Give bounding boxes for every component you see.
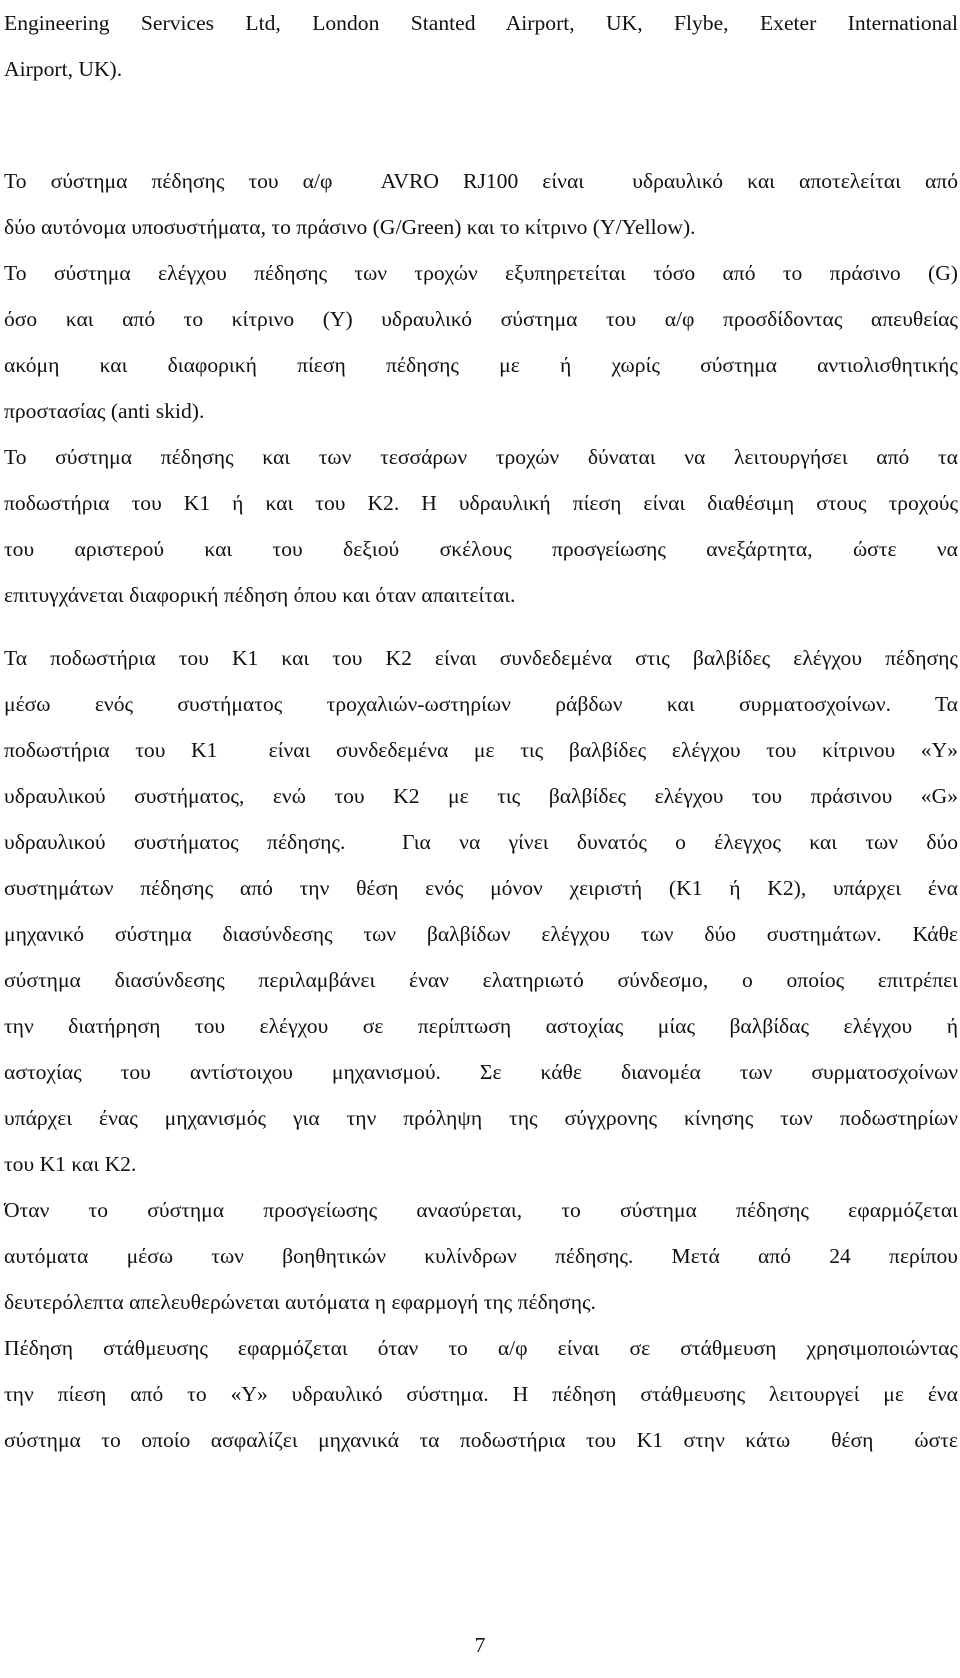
paragraph-retraction	[4, 1187, 958, 1325]
text-line: δευτερόλεπτα απελευθερώνεται αυτόματα η εφαρμογή της πέδησης.	[4, 1290, 596, 1314]
section-heading	[4, 112, 958, 158]
paragraph-parking-brake	[4, 1325, 958, 1463]
text-line: μηχανικό σύστημα διασύνδεσης των βαλβίδων ελέγχου των δύο συστημάτων. Κάθε	[4, 922, 958, 946]
text-line: ακόμη και διαφορική πίεση πέδησης με ή χωρίς σύστημα αντιολισθητικής	[4, 353, 958, 377]
paragraph-pedals	[4, 635, 958, 1187]
text-line: μέσω ενός συστήματος τροχαλιών-ωστηρίων ράβδων και συρματοσχοίνων. Τα	[4, 692, 958, 716]
text-line: προστασίας (anti skid).	[4, 399, 205, 423]
text-line: υδραυλικού συστήματος πέδησης. Για να γίνει δυνατός ο έλεγχος και των δύο	[4, 830, 958, 854]
page-number: 7	[474, 1633, 486, 1657]
text-line: συστημάτων πέδησης από την θέση ενός μόνον χειριστή (Κ1 ή Κ2), υπάρχει ένα	[4, 876, 958, 900]
text-line: Τα ποδωστήρια του Κ1 και του Κ2 είναι συνδεδεμένα στις βαλβίδες ελέγχου πέδησης	[4, 646, 958, 670]
text-line: σύστημα το οποίο ασφαλίζει μηχανικά τα ποδωστήρια του Κ1 στην κάτω θέση ώστε	[4, 1428, 958, 1452]
text-line: δύο αυτόνομα υποσυστήματα, το πράσινο (G/Green) και το κίτρινο (Y/Yellow).	[4, 215, 696, 239]
text-line: του αριστερού και του δεξιού σκέλους προσγείωσης ανεξάρτητα, ώστε να	[4, 537, 958, 561]
intro-block	[4, 0, 958, 92]
text-line: την πίεση από το «Y» υδραυλικό σύστημα. Η πέδηση στάθμευσης λειτουργεί με ένα	[4, 1382, 958, 1406]
paragraph-four-wheels	[4, 434, 958, 618]
text-line: Πέδηση στάθμευσης εφαρμόζεται όταν το α/φ είναι σε στάθμευση χρησιμοποιώντας	[4, 1336, 958, 1360]
text-line: όσο και από το κίτρινο (Y) υδραυλικό σύστημα του α/φ προσδίδοντας απευθείας	[4, 307, 958, 331]
text-line: επιτυγχάνεται διαφορική πέδηση όπου και όταν απαιτείται.	[4, 583, 516, 607]
text-line: ποδωστήρια του Κ1 είναι συνδεδεμένα με τις βαλβίδες ελέγχου του κίτρινου «Y»	[4, 738, 958, 762]
text-line: Airport, UK).	[4, 57, 123, 81]
text-line: του Κ1 και Κ2.	[4, 1152, 137, 1176]
text-line: αστοχίας του αντίστοιχου μηχανισμού. Σε κάθε διανομέα των συρματοσχοίνων	[4, 1060, 958, 1084]
text-line: αυτόματα μέσω των βοηθητικών κυλίνδρων πέδησης. Μετά από 24 περίπου	[4, 1244, 958, 1268]
text-line: Engineering Services Ltd, London Stanted Airport, UK, Flybe, Exeter International	[4, 11, 958, 35]
text-line: ποδωστήρια του Κ1 ή και του Κ2. Η υδραυλική πίεση είναι διαθέσιμη στους τροχούς	[4, 491, 958, 515]
text-line: σύστημα διασύνδεσης περιλαμβάνει έναν ελατηριωτό σύνδεσμο, ο οποίος επιτρέπει	[4, 968, 958, 992]
text-line: την διατήρηση του ελέγχου σε περίπτωση αστοχίας μίας βαλβίδας ελέγχου ή	[4, 1014, 958, 1038]
text-line: Όταν το σύστημα προσγείωσης ανασύρεται, το σύστημα πέδησης εφαρμόζεται	[4, 1198, 958, 1222]
text-line: Το σύστημα πέδησης και των τεσσάρων τροχών δύναται να λειτουργήσει από τα	[4, 445, 958, 469]
text-line: υδραυλικού συστήματος, ενώ του Κ2 με τις βαλβίδες ελέγχου του πράσινου «G»	[4, 784, 958, 808]
text-line: Το σύστημα ελέγχου πέδησης των τροχών εξυπηρετείται τόσο από το πράσινο (G)	[4, 261, 958, 285]
paragraph-brake-overview	[4, 158, 958, 434]
text-line: Το σύστημα πέδησης του α/φ AVRO RJ100 είναι υδραυλικό και αποτελείται από	[4, 169, 958, 193]
text-line: υπάρχει ένας μηχανισμός για την πρόληψη της σύγχρονης κίνησης των ποδωστηρίων	[4, 1106, 958, 1130]
